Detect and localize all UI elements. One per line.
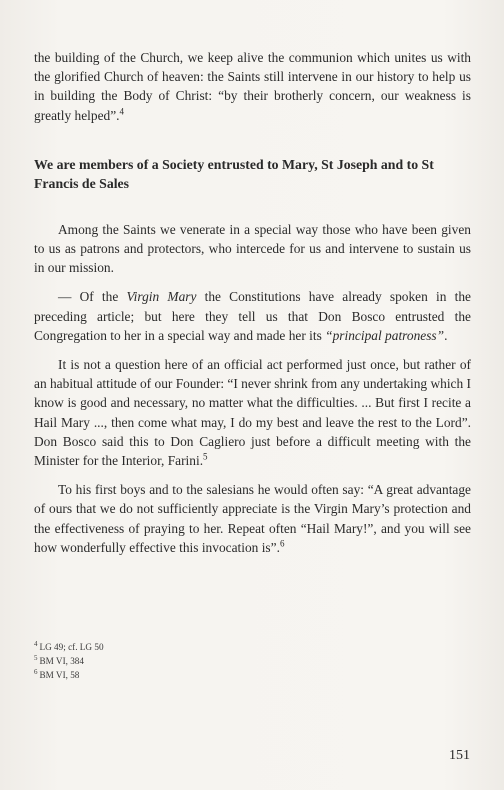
footnote-ref-5: 5 [203,451,208,462]
section-heading: We are members of a Society entrusted to Mary, St Joseph and to St Francis de Sales [34,156,434,192]
paragraph-patrons: Among the Saints we venerate in a special way those who have been given to us as patrons and protectors, who intercede for us and intervene to sustain us in our mission. [34,221,471,276]
footnotes [34,640,334,682]
page-number: 151 [449,748,470,763]
body-text [34,48,471,557]
paragraph-continued: the building of the Church, we keep alive the communion which unites us with the glorified Church of heaven: the Saints still intervene in our history to help us in building the Body of Christ: “by their brotherly concern, our weakness is greatly helped”.$^4$ [34,50,471,123]
footnote-item: $^5$ BM VI, 384 [34,653,84,666]
paragraph-first-boys: To his first boys and to the salesians he would often say: “A great advantage of ours that we do not sufficiently appreciate is the Virgin Mary’s protection and the effectiveness of praying to her. Repeat often “Hail Mary!”, and you will see how wonderfully effective this invocation is”.$^6$ [34,482,471,555]
paragraph-virgin-mary: — Of the Virgin Mary the Constitutions have already spoken in the preceding article; but here they tell us that Don Bosco entrusted the Congregation to her in a special way and made her its “principal patroness”. [34,289,471,343]
footnote-item: $^4$ LG 49; cf. LG 50 [34,639,104,652]
footnote-ref-6: 6 [279,538,285,549]
footnote-ref-4: 4 [119,106,125,117]
footnote-item: $^6$ BM VI, 58 [34,667,80,680]
paragraph-habitual-attitude: It is not a question here of an official act performed just once, but rather of an habitual attitude of our Founder: “I never shrink from any undertaking which I know is good and necessary, no matter what the difficulties. ... But first I recite a Hail Mary ..., then come what may, I do my best and leave the rest to the Lord”. Don Bosco said this to Don Cagliero just before a difficult meeting with the Minister for the Interior, Farini.$^5$ [34,357,471,469]
